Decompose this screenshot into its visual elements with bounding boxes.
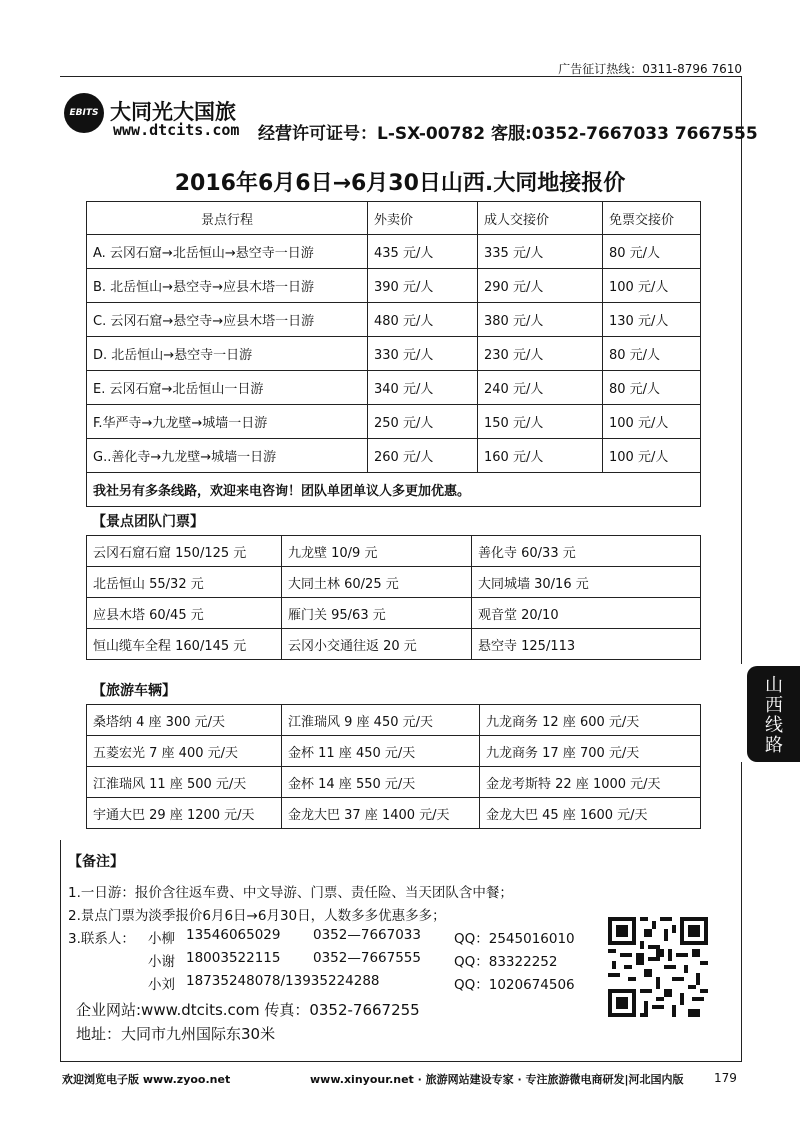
ticket-cell: 大同城墙 30/16 元 — [472, 567, 701, 598]
ticket-cell: 九龙壁 10/9 元 — [282, 536, 472, 567]
table-row — [87, 567, 701, 598]
side-tab-char: 路 — [765, 735, 783, 756]
contacts-block — [68, 927, 608, 997]
ticket-cell: 观音堂 20/10 — [472, 598, 701, 629]
license-info: 经营许可证号：L-SX-00782 客服:0352-7667033 7667555 — [258, 124, 758, 144]
remark-line-1: 1.一日游：报价含往返车费、中文导游、门票、责任险、当天团队含中餐； — [68, 885, 513, 901]
table-row — [87, 705, 701, 736]
contact-qq: QQ：2545016010 — [454, 931, 575, 947]
adult-cell: 290 元/人 — [478, 269, 603, 303]
free-cell: 100 元/人 — [603, 439, 701, 473]
contact-name: 小刘 — [148, 977, 175, 993]
adult-cell: 335 元/人 — [478, 235, 603, 269]
vehicle-cell: 金龙大巴 37 座 1400 元/天 — [282, 798, 480, 829]
ticket-cell: 雁门关 95/63 元 — [282, 598, 472, 629]
adult-cell: 380 元/人 — [478, 303, 603, 337]
table-row — [87, 269, 701, 303]
page-title: 2016年6月6日→6月30日山西.大同地接报价 — [174, 171, 626, 196]
route-cell: D. 北岳恒山→悬空寺一日游 — [87, 337, 368, 371]
vehicle-cell: 金杯 11 座 450 元/天 — [282, 736, 480, 767]
vehicle-cell: 九龙商务 12 座 600 元/天 — [480, 705, 701, 736]
address: 地址：大同市九州国际东30米 — [76, 1025, 276, 1043]
free-cell: 100 元/人 — [603, 405, 701, 439]
footer-right: www.xinyour.net · 旅游网站建设专家 · 专注旅游微电商研发|河北国内版 — [310, 1073, 684, 1086]
price-note: 我社另有多条线路，欢迎来电咨询！团队单团单议人多更加优惠。 — [87, 473, 701, 507]
table-row — [87, 439, 701, 473]
website-fax: 企业网站:www.dtcits.com 传真：0352-7667255 — [76, 1001, 420, 1019]
contact-phone: 0352—7667555 — [313, 950, 421, 966]
vehicles-label: 【旅游车辆】 — [92, 683, 176, 699]
ticket-cell: 善化寺 60/33 元 — [472, 536, 701, 567]
side-tab-char: 西 — [765, 695, 783, 716]
retail-cell: 390 元/人 — [368, 269, 478, 303]
ticket-cell: 悬空寺 125/113 — [472, 629, 701, 660]
adult-cell: 240 元/人 — [478, 371, 603, 405]
table-row — [87, 629, 701, 660]
footer-left: 欢迎浏览电子版 www.zyoo.net — [62, 1073, 231, 1086]
retail-cell: 330 元/人 — [368, 337, 478, 371]
tickets-label: 【景点团队门票】 — [92, 514, 204, 530]
free-cell: 100 元/人 — [603, 269, 701, 303]
page-frame-left — [60, 840, 61, 1062]
table-row — [87, 536, 701, 567]
tickets-table — [86, 535, 701, 660]
vehicle-cell: 九龙商务 17 座 700 元/天 — [480, 736, 701, 767]
table-row — [87, 598, 701, 629]
vehicle-cell: 江淮瑞风 11 座 500 元/天 — [87, 767, 282, 798]
free-cell: 80 元/人 — [603, 371, 701, 405]
adult-cell: 230 元/人 — [478, 337, 603, 371]
vehicle-cell: 桑塔纳 4 座 300 元/天 — [87, 705, 282, 736]
header-retail: 外卖价 — [368, 202, 478, 235]
retail-cell: 340 元/人 — [368, 371, 478, 405]
contact-mobile: 13546065029 — [186, 927, 281, 943]
vehicle-cell: 江淮瑞风 9 座 450 元/天 — [282, 705, 480, 736]
header-adult: 成人交接价 — [478, 202, 603, 235]
ebits-logo — [64, 93, 104, 133]
retail-cell: 435 元/人 — [368, 235, 478, 269]
table-row — [87, 337, 701, 371]
header-route: 景点行程 — [87, 202, 368, 235]
ticket-cell: 云冈小交通往返 20 元 — [282, 629, 472, 660]
adult-cell: 150 元/人 — [478, 405, 603, 439]
contact-name: 小谢 — [148, 954, 175, 970]
table-row — [87, 798, 701, 829]
adult-cell: 160 元/人 — [478, 439, 603, 473]
contact-mobile: 18003522115 — [186, 950, 281, 966]
vehicle-cell: 金杯 14 座 550 元/天 — [282, 767, 480, 798]
price-table — [86, 201, 701, 507]
page-number: 179 — [714, 1071, 737, 1085]
qr-code-image — [608, 917, 708, 1017]
route-cell: E. 云冈石窟→北岳恒山一日游 — [87, 371, 368, 405]
page-frame-right-lower — [741, 762, 742, 1062]
vehicles-table — [86, 704, 701, 829]
route-cell: B. 北岳恒山→悬空寺→应县木塔一日游 — [87, 269, 368, 303]
table-row — [87, 371, 701, 405]
ticket-cell: 大同土林 60/25 元 — [282, 567, 472, 598]
contact-phone: 0352—7667033 — [313, 927, 421, 943]
vehicle-cell: 宇通大巴 29 座 1200 元/天 — [87, 798, 282, 829]
free-cell: 80 元/人 — [603, 337, 701, 371]
route-cell: G..善化寺→九龙壁→城墙一日游 — [87, 439, 368, 473]
side-tab-shanxi-routes — [747, 666, 800, 762]
route-cell: C. 云冈石窟→悬空寺→应县木塔一日游 — [87, 303, 368, 337]
side-tab-char: 山 — [765, 675, 783, 696]
ticket-cell: 北岳恒山 55/32 元 — [87, 567, 282, 598]
brand-url[interactable]: www.dtcits.com — [113, 121, 240, 139]
retail-cell: 250 元/人 — [368, 405, 478, 439]
contact-name: 小柳 — [148, 931, 175, 947]
price-note-row — [87, 473, 701, 507]
ad-hotline: 广告征订热线：0311-8796 7610 — [558, 62, 742, 76]
remark-line-2: 2.景点门票为淡季报价6月6日→6月30日，人数多多优惠多多； — [68, 908, 446, 924]
free-cell: 130 元/人 — [603, 303, 701, 337]
contact-qq: QQ：1020674506 — [454, 977, 575, 993]
ticket-cell: 云冈石窟石窟 150/125 元 — [87, 536, 282, 567]
header-free: 免票交接价 — [603, 202, 701, 235]
table-row — [87, 303, 701, 337]
side-tab-char: 线 — [765, 715, 783, 736]
price-table-header — [87, 202, 701, 235]
free-cell: 80 元/人 — [603, 235, 701, 269]
route-cell: A. 云冈石窟→北岳恒山→悬空寺一日游 — [87, 235, 368, 269]
table-row — [87, 767, 701, 798]
table-row — [87, 405, 701, 439]
retail-cell: 480 元/人 — [368, 303, 478, 337]
logo-text: EBITS — [69, 108, 99, 118]
vehicle-cell: 五菱宏光 7 座 400 元/天 — [87, 736, 282, 767]
ticket-cell: 恒山缆车全程 160/145 元 — [87, 629, 282, 660]
page-frame-bottom — [60, 1061, 742, 1062]
contact-qq: QQ：83322252 — [454, 954, 558, 970]
contact-mobile: 18735248078/13935224288 — [186, 973, 380, 989]
route-cell: F.华严寺→九龙壁→城墙一日游 — [87, 405, 368, 439]
vehicle-cell: 金龙考斯特 22 座 1000 元/天 — [480, 767, 701, 798]
table-row — [87, 235, 701, 269]
remarks-label: 【备注】 — [68, 854, 124, 870]
brand-name: 大同光大国旅 — [110, 100, 236, 124]
vehicle-cell: 金龙大巴 45 座 1600 元/天 — [480, 798, 701, 829]
ticket-cell: 应县木塔 60/45 元 — [87, 598, 282, 629]
retail-cell: 260 元/人 — [368, 439, 478, 473]
page-frame-right — [741, 76, 742, 664]
contact-prefix: 3.联系人： — [68, 931, 135, 947]
table-row — [87, 736, 701, 767]
